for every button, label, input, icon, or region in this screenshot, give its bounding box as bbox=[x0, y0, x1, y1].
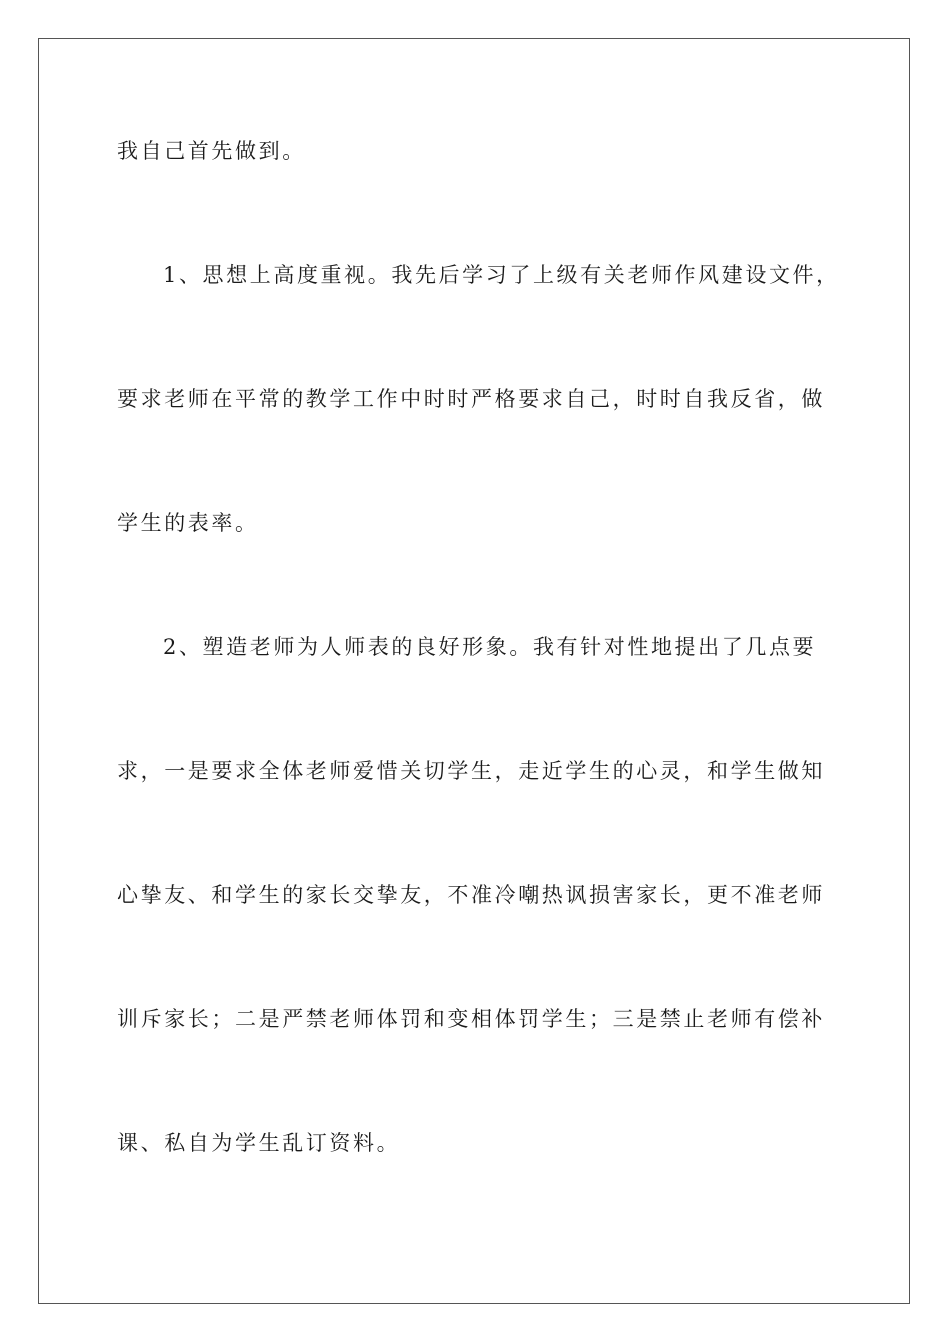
text-line: 要求老师在平常的教学工作中时时严格要求自己，时时自我反省，做 bbox=[117, 387, 825, 411]
text-line: 训斥家长；二是严禁老师体罚和变相体罚学生；三是禁止老师有偿补 bbox=[117, 1007, 825, 1031]
paragraph-1-line: 1、思想上高度重视。我先后学习了上级有关老师作风建设文件， bbox=[163, 263, 840, 287]
text-line: 学生的表率。 bbox=[117, 511, 259, 535]
text-line: 心挚友、和学生的家长交挚友，不准冷嘲热讽损害家长，更不准老师 bbox=[117, 883, 825, 907]
paragraph-2-line: 2、塑造老师为人师表的良好形象。我有针对性地提出了几点要 bbox=[163, 635, 817, 659]
page-border bbox=[38, 38, 910, 1304]
text-line: 课、私自为学生乱订资料。 bbox=[117, 1131, 401, 1155]
text-line: 我自己首先做到。 bbox=[117, 139, 306, 163]
text-line: 求，一是要求全体老师爱惜关切学生，走近学生的心灵，和学生做知 bbox=[117, 759, 825, 783]
